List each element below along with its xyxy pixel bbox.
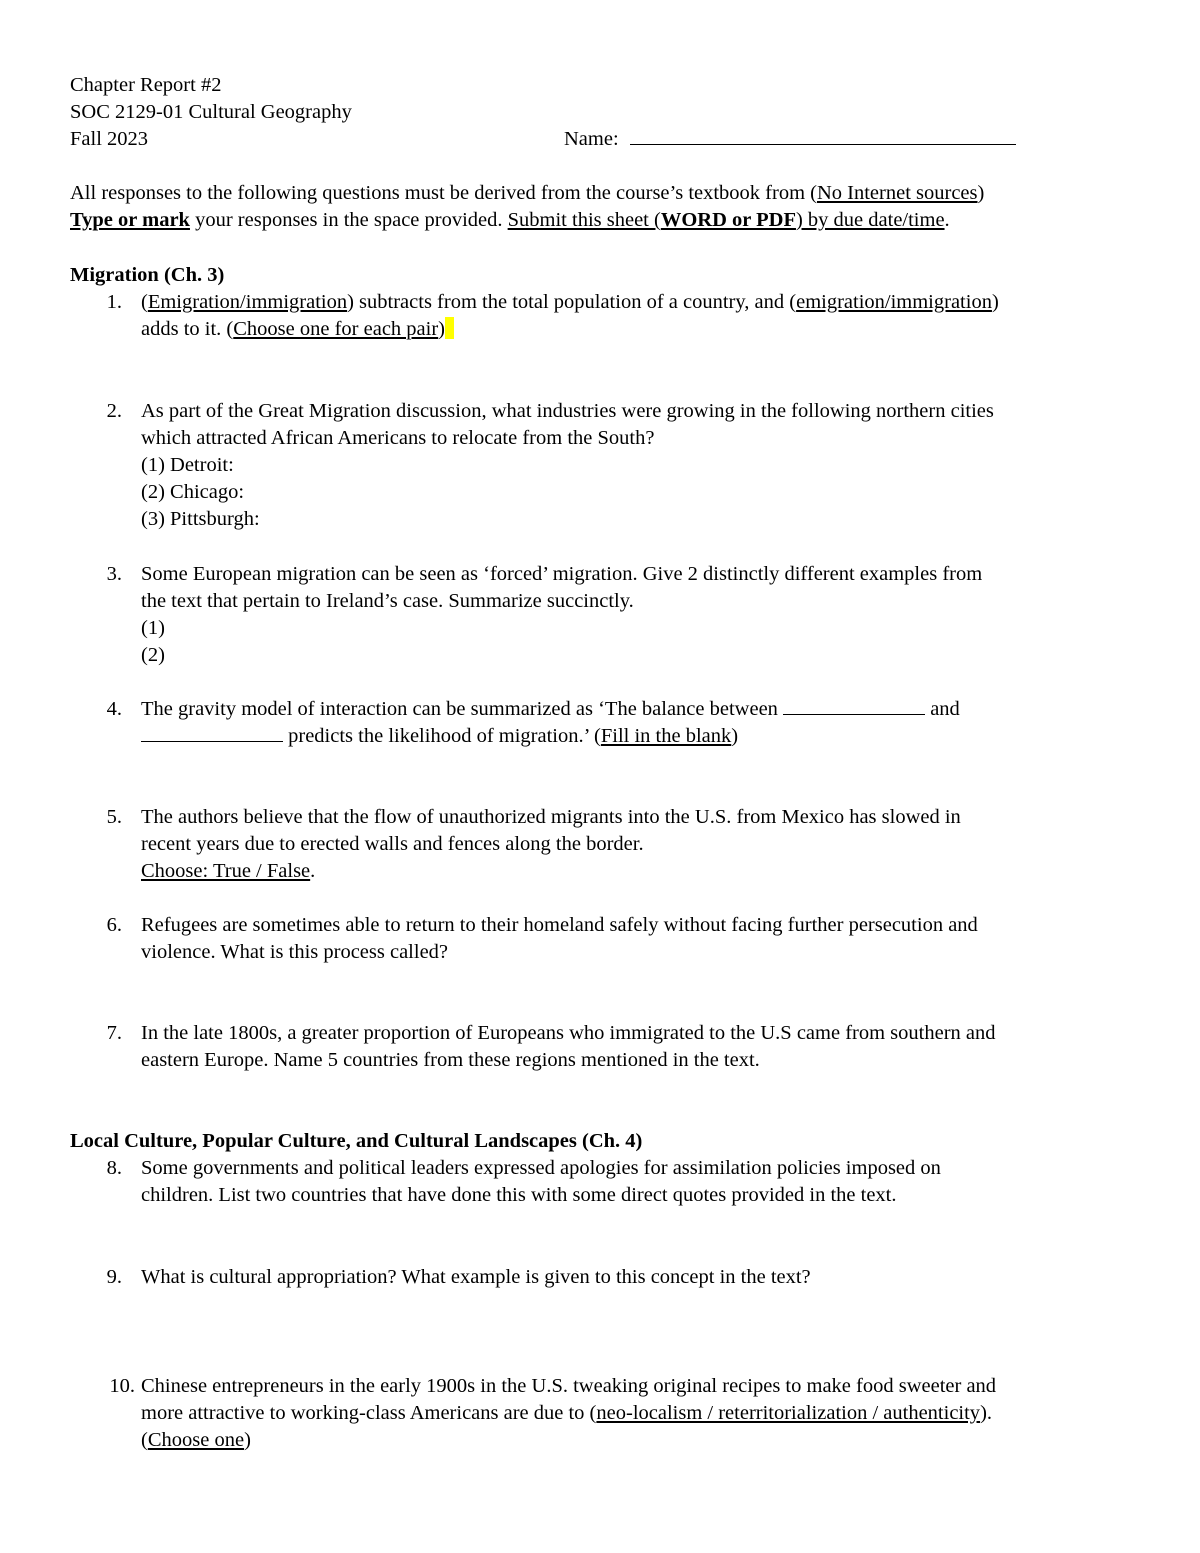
answer-label-detroit: (1) Detroit: — [141, 454, 234, 476]
answer-label-pittsburgh: (3) Pittsburgh: — [141, 508, 260, 530]
question-number: 3. — [106, 563, 122, 585]
question-number: 2. — [106, 400, 122, 422]
question-8-line-1: Some governments and political leaders expressed apologies for assimilation policies imposed on — [141, 1157, 941, 1179]
fill-blank-1[interactable] — [783, 696, 925, 715]
question-3-line-1: Some European migration can be seen as ‘forced’ migration. Give 2 distinctly different examples from — [141, 563, 983, 585]
question-number: 10. — [109, 1375, 135, 1397]
section-heading-culture: Local Culture, Popular Culture, and Cultural Landscapes (Ch. 4) — [70, 1130, 643, 1152]
question-1-line-2: adds to it. (Choose one for each pair) — [141, 316, 454, 343]
report-title: Chapter Report #2 — [70, 74, 222, 96]
name-field[interactable] — [564, 126, 1016, 153]
question-3-line-2: the text that pertain to Ireland’s case. Summarize succinctly. — [141, 590, 634, 612]
question-number: 7. — [106, 1022, 122, 1044]
true-false-choice[interactable]: Choose: True / False. — [141, 860, 316, 882]
question-2-line-2: which attracted African Americans to relocate from the South? — [141, 427, 655, 449]
name-blank[interactable] — [630, 126, 1016, 145]
question-4-line-1: The gravity model of interaction can be summarized as ‘The balance between and — [141, 698, 960, 720]
question-10-line-3: (Choose one) — [141, 1429, 251, 1451]
answer-label-1: (1) — [141, 617, 165, 639]
question-7-line-2: eastern Europe. Name 5 countries from these regions mentioned in the text. — [141, 1049, 760, 1071]
question-4-line-2: predicts the likelihood of migration.’ (Fill in the blank) — [141, 723, 738, 750]
term: Fall 2023 — [70, 128, 149, 150]
instructions-line-1: All responses to the following questions must be derived from the course’s textbook from (No Internet sources) — [70, 182, 985, 204]
question-6-line-2: violence. What is this process called? — [141, 941, 449, 963]
question-number: 9. — [106, 1266, 122, 1288]
highlight-mark — [445, 317, 454, 339]
question-number: 5. — [106, 806, 122, 828]
name-label: Name: — [564, 128, 619, 150]
question-number: 1. — [106, 291, 122, 313]
question-10-line-1: Chinese entrepreneurs in the early 1900s in the U.S. tweaking original recipes to make food sweeter and — [141, 1375, 997, 1397]
question-6-line-1: Refugees are sometimes able to return to their homeland safely without facing further persecution and — [141, 914, 978, 936]
question-7-line-1: In the late 1800s, a greater proportion of Europeans who immigrated to the U.S came from southern and — [141, 1022, 996, 1044]
instructions-line-2: Type or mark your responses in the space provided. Submit this sheet (WORD or PDF) by due date/time. — [70, 209, 950, 231]
question-9-line-1: What is cultural appropriation? What example is given to this concept in the text? — [141, 1266, 811, 1288]
question-10-line-2: more attractive to working-class Americans are due to (neo-localism / reterritorialization / authenticity). — [141, 1402, 993, 1424]
question-number: 6. — [106, 914, 122, 936]
fill-blank-2[interactable] — [141, 723, 283, 742]
course-name: SOC 2129-01 Cultural Geography — [70, 101, 352, 123]
question-number: 8. — [106, 1157, 122, 1179]
question-1-line-1: (Emigration/immigration) subtracts from the total population of a country, and (emigration/immigration) — [141, 291, 999, 313]
question-8-line-2: children. List two countries that have done this with some direct quotes provided in the text. — [141, 1184, 897, 1206]
answer-label-2: (2) — [141, 644, 165, 666]
question-2-line-1: As part of the Great Migration discussion, what industries were growing in the following northern cities — [141, 400, 994, 422]
section-heading-migration: Migration (Ch. 3) — [70, 264, 225, 286]
question-5-line-2: recent years due to erected walls and fences along the border. — [141, 833, 644, 855]
question-number: 4. — [106, 698, 122, 720]
answer-label-chicago: (2) Chicago: — [141, 481, 245, 503]
question-5-line-1: The authors believe that the flow of unauthorized migrants into the U.S. from Mexico has slowed in — [141, 806, 961, 828]
